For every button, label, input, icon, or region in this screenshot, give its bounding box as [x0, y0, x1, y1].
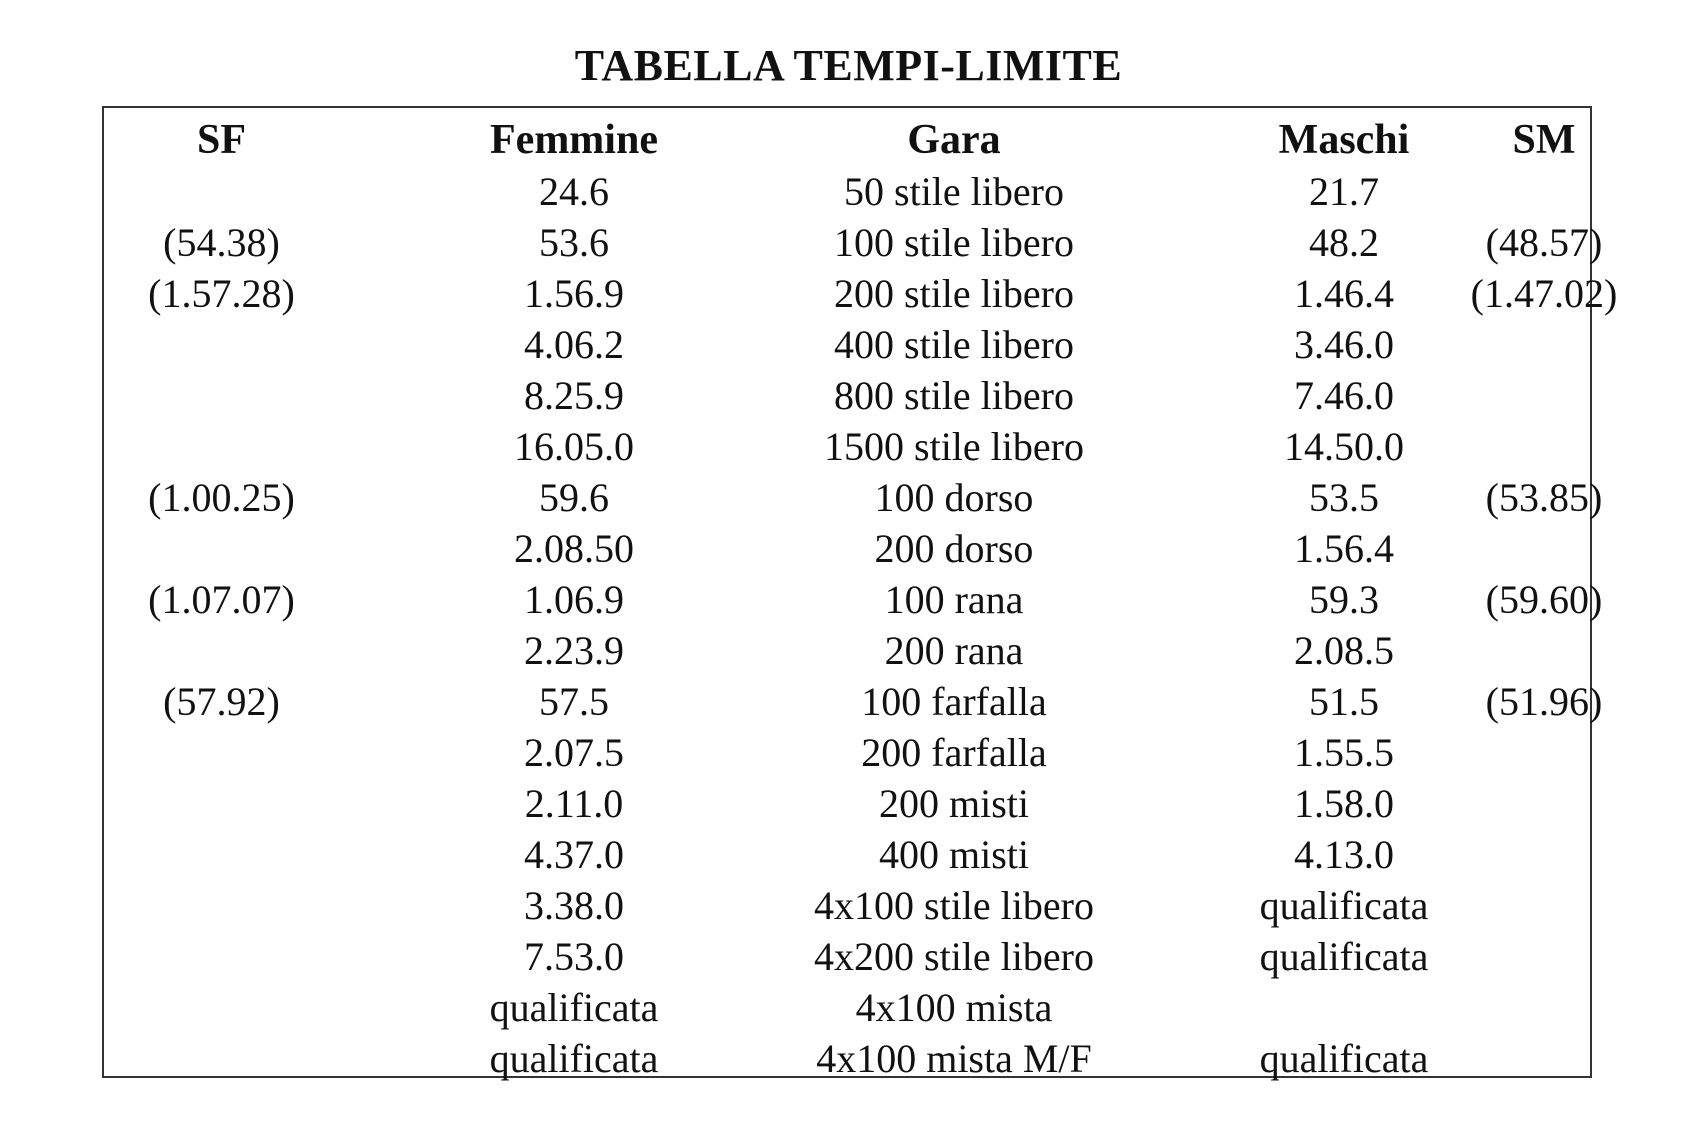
table-row: [104, 217, 1603, 268]
cell-sf: [104, 319, 339, 370]
cell-maschi: qualificata: [1259, 1036, 1429, 1081]
cell-gara: 1500 stile libero: [824, 424, 1084, 469]
cell-femmine: 2.23.9: [524, 628, 624, 673]
cell-sf: [104, 727, 339, 778]
cell-sm: [1454, 1033, 1634, 1084]
table-row: [104, 523, 1590, 574]
header-maschi: Maschi: [1278, 117, 1410, 163]
header-sm: SM: [1512, 117, 1576, 163]
cell-sm: [1454, 931, 1634, 982]
cell-femmine: qualificata: [489, 1036, 659, 1081]
cell-maschi: qualificata: [1259, 883, 1429, 928]
cell-sm: (51.96): [1485, 679, 1603, 724]
cell-gara: 50 stile libero: [844, 169, 1064, 214]
cell-femmine: 2.08.50: [514, 526, 634, 571]
cell-maschi: 51.5: [1309, 679, 1379, 724]
cell-gara: 200 dorso: [874, 526, 1034, 571]
header-gara: Gara: [907, 117, 1001, 163]
table-row: [104, 574, 1603, 625]
cell-maschi: 4.13.0: [1294, 832, 1394, 877]
cell-sm: [1454, 370, 1634, 421]
cell-femmine: 3.38.0: [524, 883, 624, 928]
cell-gara: 4x200 stile libero: [814, 934, 1094, 979]
cell-sf: [104, 523, 339, 574]
cell-sm: (53.85): [1485, 475, 1603, 520]
table-row: [104, 676, 1603, 727]
cell-maschi: 53.5: [1309, 475, 1379, 520]
table-row: [104, 880, 1590, 931]
cell-gara: 100 rana: [884, 577, 1024, 622]
cell-maschi: 1.46.4: [1294, 271, 1394, 316]
cell-femmine: 4.06.2: [524, 322, 624, 367]
table-header-row: [104, 114, 1590, 166]
cell-femmine: 59.6: [539, 475, 609, 520]
cell-sf: [104, 829, 339, 880]
cell-gara: 400 misti: [878, 832, 1030, 877]
cell-maschi: qualificata: [1259, 934, 1429, 979]
table-row: [104, 625, 1590, 676]
cell-maschi: 48.2: [1309, 220, 1379, 265]
cell-sm: (59.60): [1485, 577, 1603, 622]
cell-sf: (1.00.25): [148, 475, 295, 520]
cell-sm: [1454, 778, 1634, 829]
cell-gara: 100 stile libero: [834, 220, 1074, 265]
cell-sm: [1454, 829, 1634, 880]
cell-maschi: 21.7: [1309, 169, 1379, 214]
table-row: [104, 370, 1590, 421]
cell-sm: (1.47.02): [1470, 271, 1618, 316]
cell-femmine: 4.37.0: [524, 832, 624, 877]
cell-sf: (57.92): [163, 679, 280, 724]
cell-femmine: 1.06.9: [524, 577, 624, 622]
cell-femmine: qualificata: [489, 985, 659, 1030]
cell-gara: 100 farfalla: [861, 679, 1047, 724]
cell-gara: 400 stile libero: [834, 322, 1074, 367]
table-row: [104, 982, 1590, 1033]
cell-gara: 200 rana: [884, 628, 1024, 673]
time-limits-table: [102, 106, 1618, 1081]
table-row: [104, 829, 1590, 880]
table-row: [104, 778, 1590, 829]
cell-sf: [104, 931, 339, 982]
cell-femmine: 53.6: [539, 220, 609, 265]
cell-sm: [1454, 319, 1634, 370]
table-row: [104, 421, 1590, 472]
cell-gara: 100 dorso: [874, 475, 1034, 520]
cell-sf: [104, 370, 339, 421]
cell-gara: 4x100 stile libero: [814, 883, 1094, 928]
cell-sf: [104, 625, 339, 676]
cell-sf: [104, 880, 339, 931]
table-row: [104, 319, 1590, 370]
cell-maschi: 1.55.5: [1294, 730, 1394, 775]
cell-maschi: 1.58.0: [1294, 781, 1394, 826]
table-row: [104, 268, 1618, 319]
table-row: [104, 931, 1590, 982]
cell-maschi: 14.50.0: [1284, 424, 1404, 469]
cell-sm: [1454, 166, 1634, 217]
cell-sf: [104, 166, 339, 217]
cell-sf: [104, 1033, 339, 1084]
document-title: TABELLA TEMPI-LIMITE: [574, 41, 1123, 90]
cell-sm: [1454, 523, 1634, 574]
cell-sf: [104, 982, 339, 1033]
cell-sf: (1.57.28): [148, 271, 295, 316]
cell-sf: (1.07.07): [148, 577, 295, 622]
cell-femmine: 57.5: [539, 679, 609, 724]
table-body: [104, 166, 1618, 1084]
cell-femmine: 24.6: [539, 169, 609, 214]
cell-sm: [1454, 625, 1634, 676]
cell-maschi: 1.56.4: [1294, 526, 1394, 571]
cell-sm: [1454, 727, 1634, 778]
cell-femmine: 2.11.0: [524, 781, 624, 826]
cell-sm: (48.57): [1485, 220, 1603, 265]
cell-femmine: 1.56.9: [524, 271, 624, 316]
cell-maschi: 7.46.0: [1294, 373, 1394, 418]
cell-gara: 4x100 mista: [855, 985, 1053, 1030]
cell-maschi: 59.3: [1309, 577, 1379, 622]
cell-gara: 4x100 mista M/F: [816, 1036, 1092, 1081]
cell-femmine: 7.53.0: [524, 934, 624, 979]
cell-maschi: 2.08.5: [1294, 628, 1394, 673]
cell-femmine: 2.07.5: [524, 730, 624, 775]
table-row: [104, 166, 1590, 217]
cell-sf: (54.38): [163, 220, 280, 265]
table-row: [104, 472, 1603, 523]
cell-maschi: 3.46.0: [1294, 322, 1394, 367]
cell-gara: 200 farfalla: [861, 730, 1047, 775]
cell-sm: [1454, 421, 1634, 472]
cell-sm: [1454, 880, 1634, 931]
table-row: [104, 727, 1590, 778]
cell-sf: [104, 778, 339, 829]
cell-sm: [1454, 982, 1634, 1033]
cell-gara: 800 stile libero: [834, 373, 1074, 418]
cell-femmine: 8.25.9: [524, 373, 624, 418]
cell-gara: 200 misti: [878, 781, 1030, 826]
cell-femmine: 16.05.0: [514, 424, 634, 469]
cell-sf: [104, 421, 339, 472]
table-row: [104, 1033, 1590, 1084]
header-sf: SF: [196, 117, 246, 163]
cell-gara: 200 stile libero: [834, 271, 1074, 316]
header-femmine: Femmine: [490, 117, 658, 163]
